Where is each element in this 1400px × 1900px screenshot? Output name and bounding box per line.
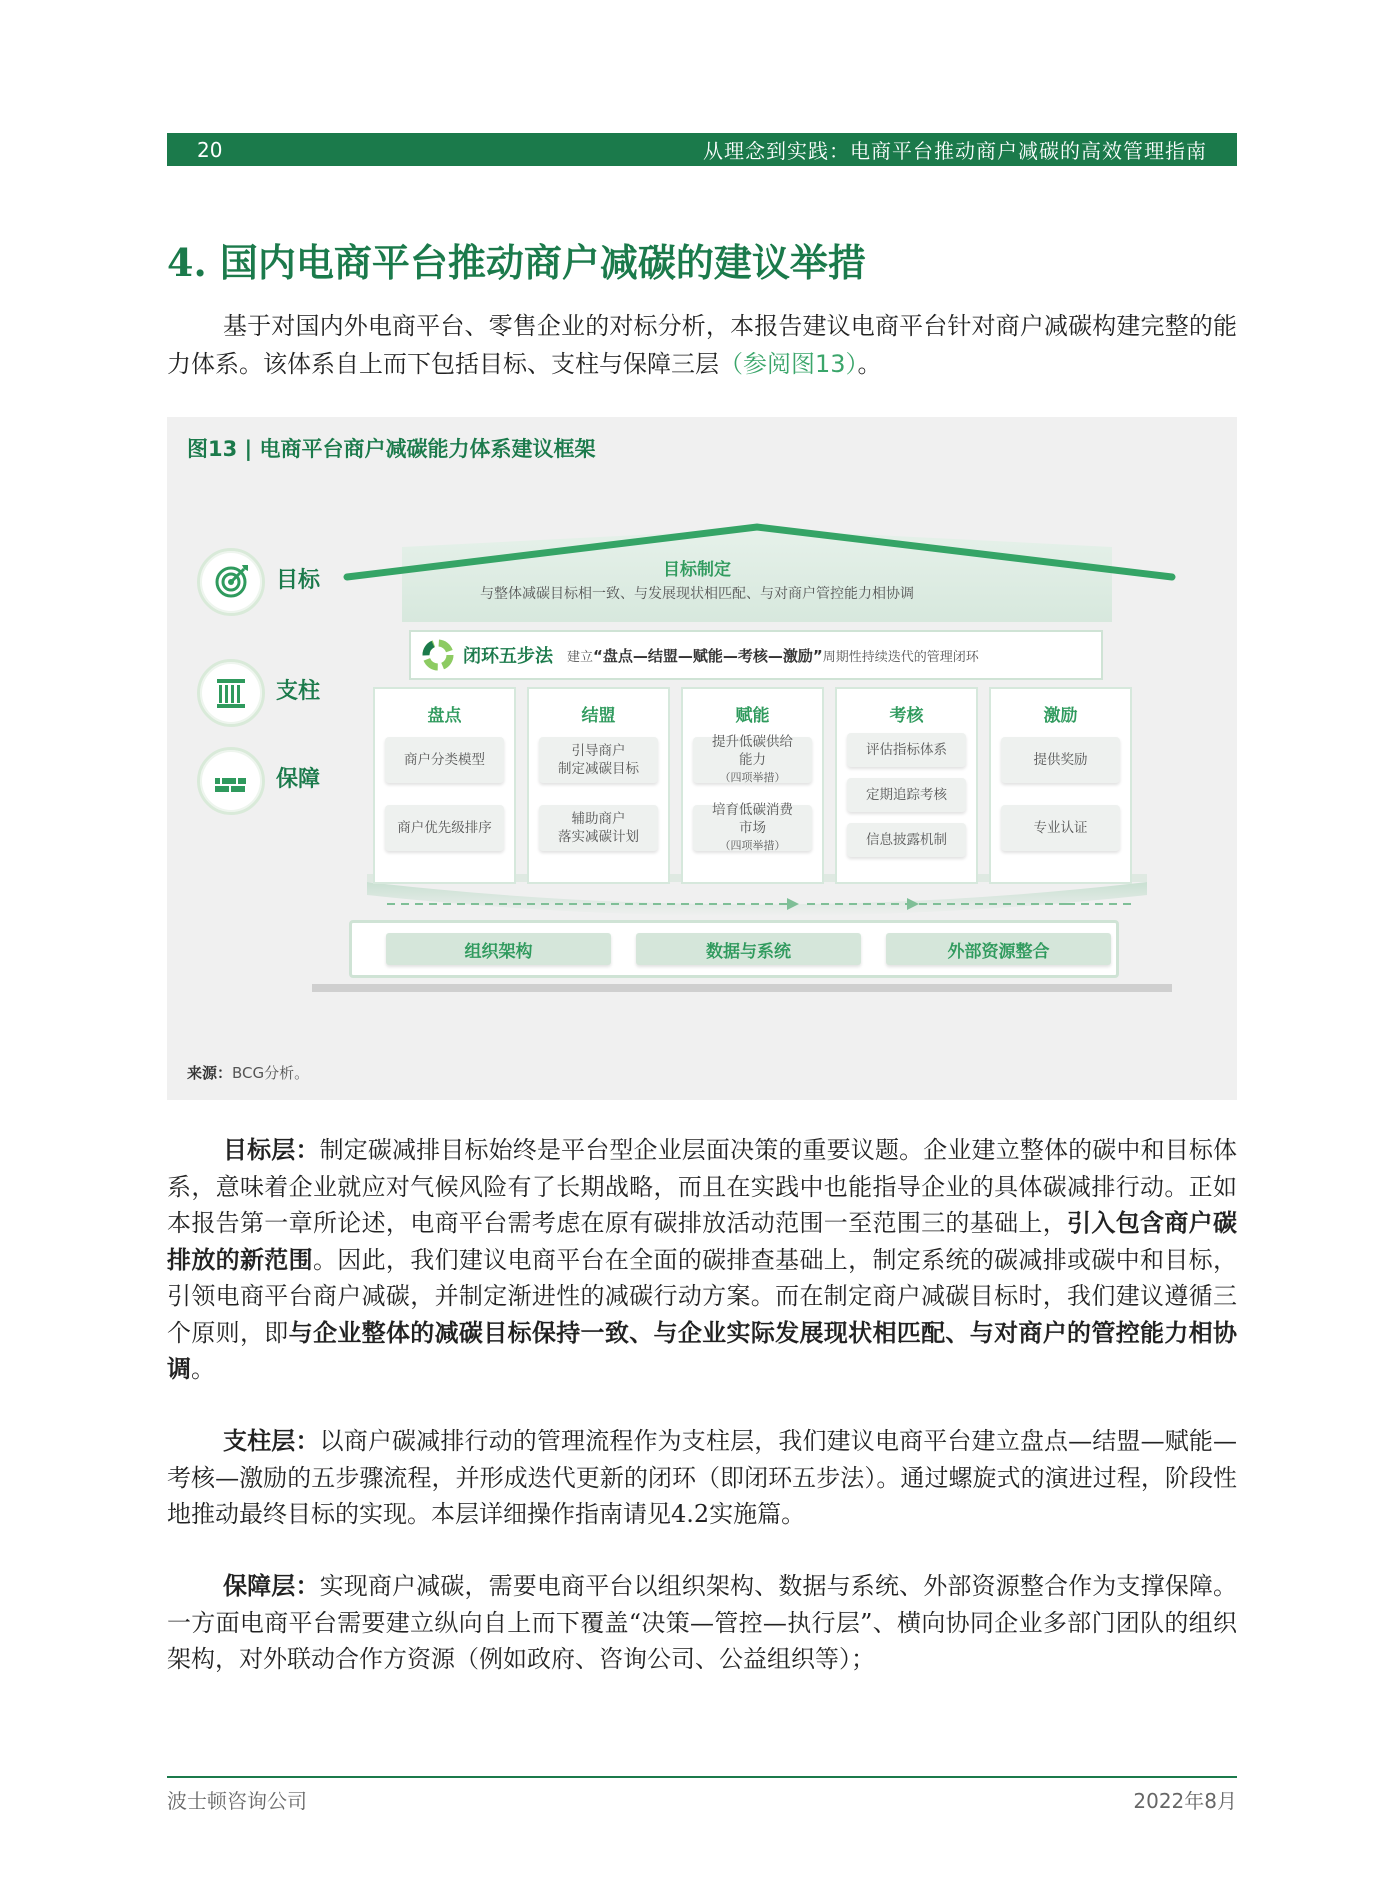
pillar-item-text: 提升低碳供给 能力 — [712, 734, 793, 768]
paragraph-text: 。 — [191, 1355, 215, 1383]
pillar-shadow — [367, 882, 1147, 916]
base-item-external-resources: 外部资源整合 — [886, 933, 1111, 965]
pillar-item: 商户分类模型 — [385, 737, 504, 783]
pillar-title: 结盟 — [581, 706, 616, 726]
pillar-item: 信息披露机制 — [847, 823, 966, 857]
loop-cycle-icon — [421, 638, 455, 672]
pillar-item: 辅助商户 落实减碳计划 — [539, 805, 658, 851]
pillar-item-text: 培育低碳消费 市场 — [712, 802, 793, 836]
paragraph-text: 。因此，我们建议电商平台在全面的碳排查基础上，制定系统的碳减排或碳中和目标，引领电商平台商户减碳，并制定渐进性的减碳行动方案。而在制定商户减碳目标时，我们建议遵循三个原则，即 — [167, 1245, 1237, 1347]
pillar-title: 盘点 — [427, 706, 462, 726]
intro-paragraph — [167, 307, 1237, 383]
pillar-item-note: （四项举措） — [719, 771, 786, 784]
layer-label-goal: 目标 — [276, 568, 321, 593]
pillar-icon — [200, 662, 262, 724]
loop-desc-pre: 建立 — [567, 649, 594, 665]
page-header — [167, 133, 1237, 166]
paragraph-lead: 目标层： — [223, 1135, 320, 1164]
figure-title: 图13 | 电商平台商户减碳能力体系建议框架 — [187, 437, 596, 461]
paragraph-emphasis: 与企业整体的减碳目标保持一致、与企业实际发展现状相匹配、与对商户的管控能力相协调 — [167, 1317, 1238, 1383]
pillar-empower — [681, 687, 824, 884]
loop-desc-post: 周期性持续迭代的管理闭环 — [822, 649, 979, 665]
figure-source — [187, 1062, 309, 1083]
layer-label-support: 保障 — [276, 767, 321, 792]
base-item-organization: 组织架构 — [386, 933, 611, 965]
paragraph-support-layer — [167, 1568, 1237, 1678]
pillar-item: 定期追踪考核 — [847, 778, 966, 812]
pillar-assessment — [835, 687, 978, 884]
loop-desc-steps: “盘点—结盟—赋能—考核—激励” — [593, 646, 823, 665]
figure-reference-link[interactable]: （参阅图13） — [719, 350, 858, 378]
source-label: 来源： — [187, 1064, 233, 1082]
intro-text: 基于对国内外电商平台、零售企业的对标分析，本报告建议电商平台针对商户减碳构建完整的能力体系。该体系自上而下包括目标、支柱与保障三层 — [167, 312, 1237, 378]
pillar-title: 赋能 — [735, 706, 770, 726]
pillar-item: 评估指标体系 — [847, 733, 966, 767]
roof-subtitle: 与整体减碳目标相一致、与发展现状相匹配、与对商户管控能力相协调 — [480, 586, 914, 602]
paragraph-text: 制定碳减排目标始终是平台型企业层面决策的重要议题。企业建立整体的碳中和目标体系，意味着企业就应对气候风险有了长期战略，而且在实践中也能指导企业的具体碳减排行动。正如本报告第一章所论述，电商平台需考虑在原有碳排放活动范围一至范围三的基础上， — [167, 1136, 1238, 1237]
paragraph-text: 以商户碳减排行动的管理流程作为支柱层，我们建议电商平台建立盘点—结盟—赋能—考核—激励的五步骤流程，并形成迭代更新的闭环（即闭环五步法）。通过螺旋式的演进过程，阶段性地推动最终目标的实现。本层详细操作指南请见4.2实施篇。 — [167, 1427, 1238, 1528]
pillar-inventory — [373, 687, 516, 884]
pillar-item: 提供奖励 — [1001, 737, 1120, 783]
pillar-icon-badge — [197, 659, 265, 727]
loop-description — [567, 645, 979, 666]
target-icon-badge — [197, 548, 265, 616]
layer-label-pillar-text: 支柱 — [276, 679, 321, 704]
section-title: 4. 国内电商平台推动商户减碳的建议举措 — [167, 240, 866, 285]
pillar-item: 专业认证 — [1001, 805, 1120, 851]
intro-end: 。 — [857, 350, 882, 378]
running-title: 从理念到实践：电商平台推动商户减碳的高效管理指南 — [703, 139, 1207, 163]
pillar-title: 考核 — [889, 706, 924, 726]
bricks-icon-badge — [197, 747, 265, 815]
base-item-data-system: 数据与系统 — [636, 933, 861, 965]
paragraph-emphasis: 引入包含商户碳排放的新范围 — [167, 1208, 1237, 1274]
footer-date: 2022年8月 — [1133, 1789, 1237, 1813]
bricks-icon — [200, 750, 262, 812]
target-icon — [200, 551, 262, 613]
pillar-item-note: （四项举措） — [719, 839, 786, 852]
roof-title: 目标制定 — [663, 560, 731, 580]
paragraph-pillar-layer — [167, 1423, 1237, 1533]
paragraph-lead: 支柱层： — [223, 1426, 320, 1455]
pillar-incentive — [989, 687, 1132, 884]
paragraph-text: 实现商户减碳，需要电商平台以组织架构、数据与系统、外部资源整合作为支撑保障。一方面电商平台需要建立纵向自上而下覆盖“决策—管控—执行层”、横向协同企业多部门团队的组织架构，对外联动合作方资源（例如政府、咨询公司、公益组织等）； — [167, 1572, 1238, 1673]
pillar-item — [693, 802, 812, 852]
pillar-item: 引导商户 制定减碳目标 — [539, 737, 658, 783]
pillar-item — [693, 734, 812, 784]
pillar-alliance — [527, 687, 670, 884]
pillar-item: 商户优先级排序 — [385, 805, 504, 851]
ground-line — [312, 984, 1172, 992]
loop-title: 闭环五步法 — [463, 646, 553, 667]
figure-13 — [167, 417, 1237, 1100]
paragraph-lead: 保障层： — [223, 1571, 320, 1600]
footer-company: 波士顿咨询公司 — [167, 1789, 307, 1813]
paragraph-goal-layer — [167, 1132, 1237, 1388]
page-number: 20 — [197, 137, 223, 162]
loop-bar — [409, 630, 1103, 680]
pillar-title: 激励 — [1043, 706, 1078, 726]
footer-divider — [167, 1776, 1237, 1778]
source-text: BCG分析。 — [232, 1064, 310, 1082]
